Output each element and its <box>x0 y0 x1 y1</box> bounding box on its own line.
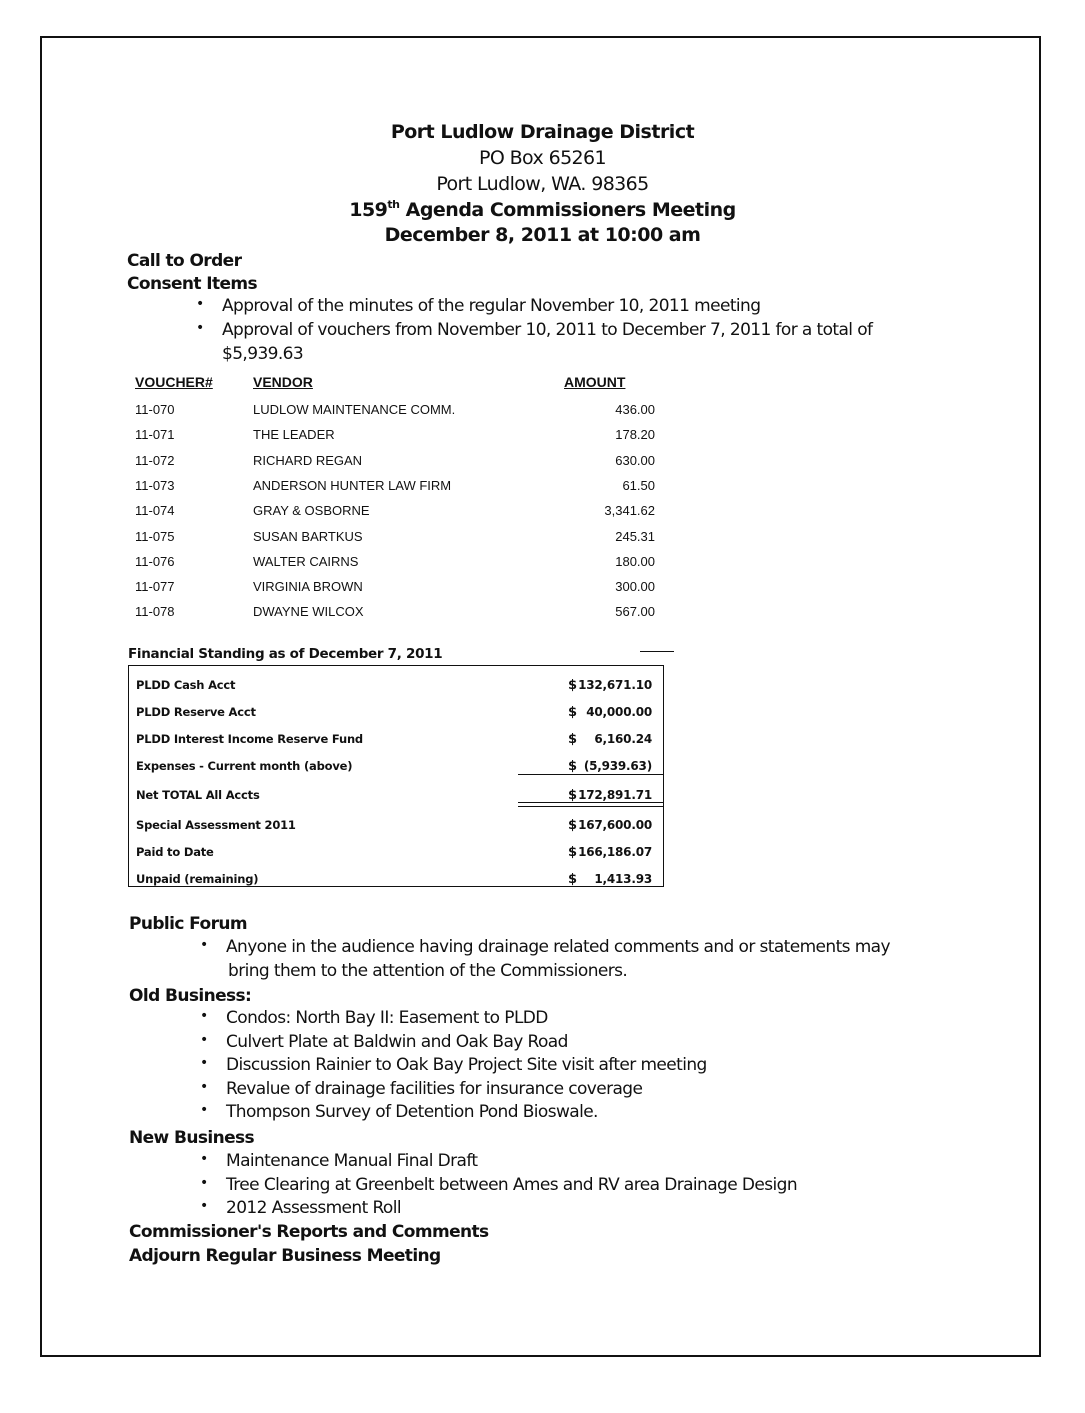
voucher-col-header: VOUCHER# <box>135 374 213 390</box>
financial-standing-title: Financial Standing as of December 7, 2011 <box>128 646 443 662</box>
old-business-item-text: Revalue of drainage facilities for insurance coverage <box>226 1078 643 1099</box>
currency-symbol: $ <box>568 678 577 693</box>
voucher-number: 11-078 <box>135 604 175 620</box>
bullet-icon: • <box>200 937 208 953</box>
financial-row <box>136 759 656 779</box>
financial-row-label: Unpaid (remaining) <box>136 872 259 886</box>
financial-row <box>136 818 656 838</box>
financial-row-value: (5,939.63) <box>583 759 652 773</box>
financial-row-label: PLDD Cash Acct <box>136 678 236 692</box>
voucher-number: 11-071 <box>135 427 175 443</box>
financial-row-label: PLDD Interest Income Reserve Fund <box>136 732 363 746</box>
financial-row <box>136 732 656 752</box>
old-business-item-text: Culvert Plate at Baldwin and Oak Bay Road <box>226 1031 568 1052</box>
new-business-heading: New Business <box>129 1128 255 1148</box>
bullet-icon: • <box>196 320 204 336</box>
decorative-rule <box>640 651 674 652</box>
call-to-order-heading: Call to Order <box>127 251 242 271</box>
vendor-name: THE LEADER <box>253 427 335 443</box>
old-business-heading: Old Business: <box>129 986 252 1006</box>
voucher-number: 11-072 <box>135 452 175 468</box>
voucher-amount: 178.20 <box>615 427 655 443</box>
consent-item <box>196 296 761 316</box>
bullet-icon: • <box>200 1198 208 1214</box>
financial-row-value: 1,413.93 <box>594 872 652 886</box>
old-business-item-text: Thompson Survey of Detention Pond Bioswale. <box>226 1102 598 1122</box>
old-business-item <box>200 1078 643 1099</box>
financial-row-value: 167,600.00 <box>578 818 652 832</box>
financial-row-value: 40,000.00 <box>586 705 652 719</box>
meeting-number: 159 <box>349 199 388 221</box>
voucher-amount: 436.00 <box>615 402 655 417</box>
financial-row-label: Paid to Date <box>136 845 214 859</box>
new-business-item <box>200 1198 401 1218</box>
bullet-icon: • <box>200 1151 208 1167</box>
currency-symbol: $ <box>568 732 577 747</box>
consent-item-text: Approval of the minutes of the regular November 10, 2011 meeting <box>222 296 761 316</box>
amount-col-header: AMOUNT <box>564 374 626 390</box>
meeting-datetime: December 8, 2011 at 10:00 am <box>384 224 701 246</box>
bullet-icon: • <box>200 1102 208 1118</box>
bullet-icon: • <box>200 1008 208 1024</box>
currency-symbol: $ <box>568 788 577 803</box>
voucher-amount: 3,341.62 <box>604 503 655 519</box>
organization-name: Port Ludlow Drainage District <box>390 121 695 143</box>
financial-row-label: PLDD Reserve Acct <box>136 705 256 719</box>
financial-row <box>136 678 656 698</box>
address-city: Port Ludlow, WA. 98365 <box>436 173 649 195</box>
old-business-item <box>200 1008 548 1028</box>
bullet-icon: • <box>200 1078 208 1095</box>
financial-row-value: 166,186.07 <box>578 845 652 859</box>
financial-row-value: 6,160.24 <box>594 732 652 746</box>
public-forum-item <box>200 937 890 957</box>
voucher-amount: 180.00 <box>615 553 655 569</box>
consent-items-heading: Consent Items <box>127 274 258 294</box>
financial-row-value: 132,671.10 <box>578 678 652 692</box>
subtotal-rule <box>518 774 663 775</box>
voucher-number: 11-073 <box>135 477 175 493</box>
public-forum-heading: Public Forum <box>129 914 247 934</box>
bullet-icon: • <box>200 1055 208 1071</box>
voucher-amount: 300.00 <box>615 579 655 595</box>
new-business-item <box>200 1151 478 1171</box>
address-po-box: PO Box 65261 <box>478 147 607 169</box>
voucher-total: $5,939.63 <box>222 344 304 364</box>
vendor-name: LUDLOW MAINTENANCE COMM. <box>253 402 456 417</box>
vendor-name: VIRGINIA BROWN <box>253 579 363 595</box>
financial-row <box>136 845 656 865</box>
new-business-item-text: 2012 Assessment Roll <box>226 1198 401 1218</box>
old-business-item-text: Discussion Rainier to Oak Bay Project Site visit after meeting <box>226 1055 707 1075</box>
commissioners-reports-heading: Commissioner's Reports and Comments <box>129 1222 489 1242</box>
financial-row-label: Special Assessment 2011 <box>136 818 296 832</box>
voucher-number: 11-075 <box>135 528 175 544</box>
voucher-amount: 630.00 <box>615 452 655 468</box>
voucher-number: 11-070 <box>135 402 175 417</box>
meeting-number-suffix: th <box>387 198 400 211</box>
voucher-amount: 61.50 <box>622 477 655 493</box>
public-forum-text-line1: Anyone in the audience having drainage related comments and or statements may <box>226 937 890 957</box>
new-business-item-text: Tree Clearing at Greenbelt between Ames and RV area Drainage Design <box>226 1174 797 1195</box>
bullet-icon: • <box>200 1174 208 1191</box>
public-forum-text-line2: bring them to the attention of the Commissioners. <box>228 961 628 981</box>
adjourn-heading: Adjourn Regular Business Meeting <box>129 1246 441 1266</box>
total-double-rule <box>518 802 663 807</box>
financial-row-label: Expenses - Current month (above) <box>136 759 353 773</box>
financial-row-value: 172,891.71 <box>578 788 652 802</box>
currency-symbol: $ <box>568 818 577 833</box>
vendor-name: DWAYNE WILCOX <box>253 604 364 620</box>
new-business-item-text: Maintenance Manual Final Draft <box>226 1151 478 1171</box>
financial-row-label: Net TOTAL All Accts <box>136 788 260 802</box>
bullet-icon: • <box>196 296 204 312</box>
vendor-name: ANDERSON HUNTER LAW FIRM <box>253 477 452 493</box>
meeting-title-text: Agenda Commissioners Meeting <box>405 199 736 221</box>
vendor-col-header: VENDOR <box>253 374 313 390</box>
currency-symbol: $ <box>568 705 577 720</box>
financial-row <box>136 872 656 892</box>
consent-item <box>196 320 873 340</box>
vendor-name: WALTER CAIRNS <box>253 553 359 569</box>
currency-symbol: $ <box>568 872 577 887</box>
vendor-name: RICHARD REGAN <box>253 452 363 468</box>
old-business-item <box>200 1102 598 1122</box>
vendor-name: SUSAN BARTKUS <box>253 528 363 544</box>
new-business-item <box>200 1174 797 1195</box>
currency-symbol: $ <box>568 845 577 860</box>
old-business-item <box>200 1055 707 1075</box>
voucher-number: 11-074 <box>135 503 175 519</box>
voucher-amount: 245.31 <box>615 528 655 544</box>
voucher-number: 11-077 <box>135 579 175 595</box>
voucher-number: 11-076 <box>135 553 175 569</box>
meeting-title <box>0 198 1085 221</box>
currency-symbol: $ <box>568 759 577 774</box>
old-business-item-text: Condos: North Bay II: Easement to PLDD <box>226 1008 548 1028</box>
bullet-icon: • <box>200 1031 208 1048</box>
financial-row <box>136 705 656 725</box>
voucher-amount: 567.00 <box>615 604 655 620</box>
consent-item-text: Approval of vouchers from November 10, 2011 to December 7, 2011 for a total of <box>222 320 873 340</box>
vendor-name: GRAY & OSBORNE <box>253 503 370 519</box>
old-business-item <box>200 1031 568 1052</box>
